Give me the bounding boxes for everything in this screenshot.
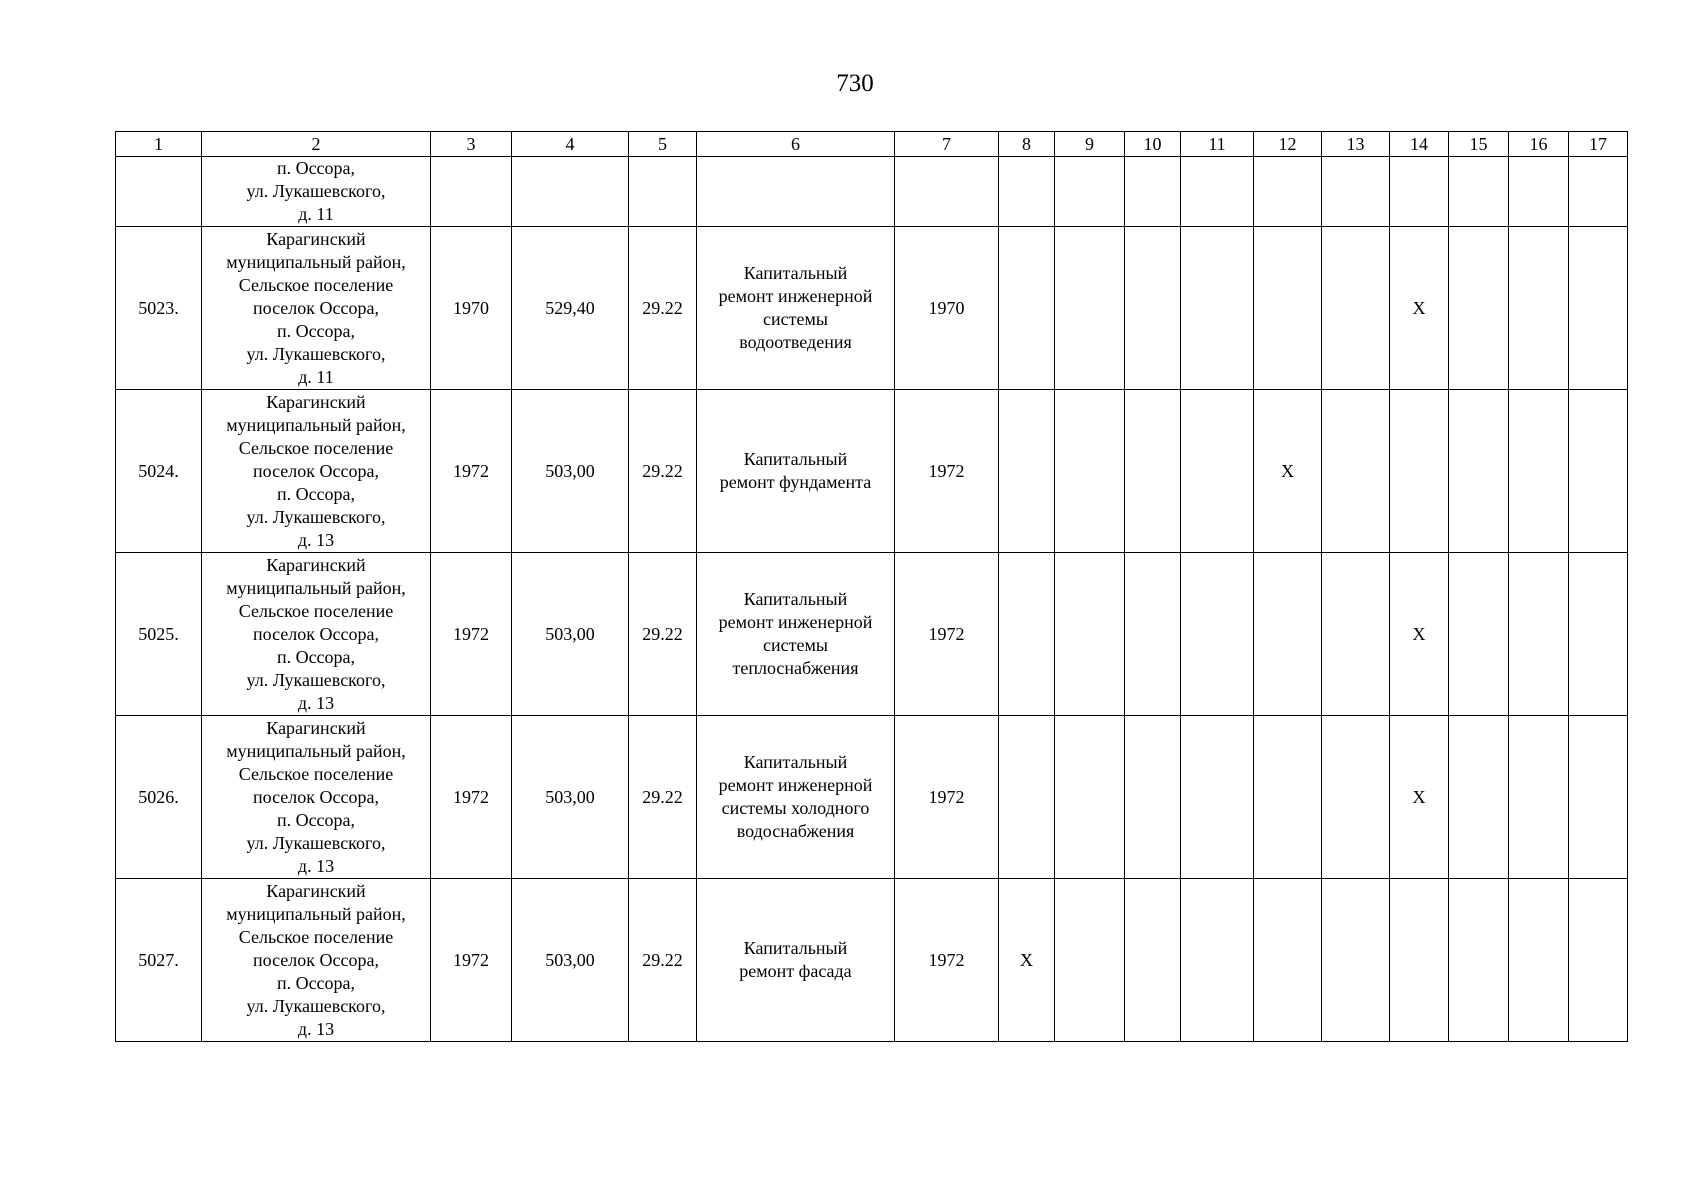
cell-area: 503,00: [512, 716, 629, 879]
cell-col-8: [999, 390, 1055, 553]
column-header-16: 16: [1509, 132, 1569, 157]
table-row: [116, 716, 1628, 879]
cell-col-10: [1125, 879, 1181, 1042]
cell-work-type: Капитальный ремонт фасада: [697, 879, 895, 1042]
cell-col-13: [1322, 879, 1390, 1042]
cell-col-15: [1449, 716, 1509, 879]
cell-year-built: 1972: [431, 879, 512, 1042]
cell-mark: X: [1254, 390, 1322, 553]
cell-col-17: [1569, 157, 1628, 227]
cell-col-11: [1181, 716, 1254, 879]
cell-col-17: [1569, 879, 1628, 1042]
cell-work-type: Капитальный ремонт инженерной системы холодного водоснабжения: [697, 716, 895, 879]
cell-col-11: [1181, 157, 1254, 227]
cell-area: 503,00: [512, 390, 629, 553]
cell-col-8: [999, 157, 1055, 227]
cell-col-13: [1322, 157, 1390, 227]
column-header-14: 14: [1390, 132, 1449, 157]
cell-num: 5024.: [116, 390, 202, 553]
cell-area: 529,40: [512, 227, 629, 390]
cell-col-15: [1449, 390, 1509, 553]
cell-col-9: [1055, 227, 1125, 390]
cell-col-10: [1125, 390, 1181, 553]
column-header-15: 15: [1449, 132, 1509, 157]
column-header-6: 6: [697, 132, 895, 157]
cell-col-13: [1322, 390, 1390, 553]
table-row: [116, 879, 1628, 1042]
cell-col-9: [1055, 716, 1125, 879]
cell-year: 1972: [895, 553, 999, 716]
cell-col-11: [1181, 553, 1254, 716]
cell-year-built: 1970: [431, 227, 512, 390]
cell-col-11: [1181, 879, 1254, 1042]
cell-col-16: [1509, 390, 1569, 553]
cell-year-built: 1972: [431, 553, 512, 716]
cell-col-12: [1254, 157, 1322, 227]
cell-num: 5026.: [116, 716, 202, 879]
cell-col-15: [1449, 157, 1509, 227]
cell-rate: 29.22: [629, 553, 697, 716]
column-header-13: 13: [1322, 132, 1390, 157]
cell-col-10: [1125, 157, 1181, 227]
column-header-11: 11: [1181, 132, 1254, 157]
cell-col-6: [697, 157, 895, 227]
cell-num: [116, 157, 202, 227]
cell-col-9: [1055, 879, 1125, 1042]
cell-address: Карагинский муниципальный район, Сельское поселение поселок Оссора, п. Оссора, ул. Лукашевского, д. 13: [202, 879, 431, 1042]
cell-col-17: [1569, 716, 1628, 879]
cell-col-16: [1509, 879, 1569, 1042]
cell-col-5: [629, 157, 697, 227]
cell-col-3: [431, 157, 512, 227]
cell-col-4: [512, 157, 629, 227]
cell-col-16: [1509, 227, 1569, 390]
cell-year: 1970: [895, 227, 999, 390]
table-row: [116, 553, 1628, 716]
cell-address: Карагинский муниципальный район, Сельское поселение поселок Оссора, п. Оссора, ул. Лукашевского, д. 13: [202, 390, 431, 553]
cell-year-built: 1972: [431, 716, 512, 879]
column-header-3: 3: [431, 132, 512, 157]
column-header-10: 10: [1125, 132, 1181, 157]
column-header-4: 4: [512, 132, 629, 157]
cell-col-17: [1569, 553, 1628, 716]
cell-col-14: [1390, 157, 1449, 227]
cell-col-10: [1125, 553, 1181, 716]
cell-col-9: [1055, 390, 1125, 553]
cell-address: Карагинский муниципальный район, Сельское поселение поселок Оссора, п. Оссора, ул. Лукашевского, д. 13: [202, 716, 431, 879]
cell-col-17: [1569, 390, 1628, 553]
cell-work-type: Капитальный ремонт инженерной системы теплоснабжения: [697, 553, 895, 716]
cell-col-12: [1254, 716, 1322, 879]
column-header-8: 8: [999, 132, 1055, 157]
cell-col-13: [1322, 227, 1390, 390]
cell-col-8: [999, 553, 1055, 716]
cell-address: Карагинский муниципальный район, Сельское поселение поселок Оссора, п. Оссора, ул. Лукашевского, д. 11: [202, 227, 431, 390]
cell-col-9: [1055, 553, 1125, 716]
cell-col-12: [1254, 227, 1322, 390]
column-header-7: 7: [895, 132, 999, 157]
cell-col-7: [895, 157, 999, 227]
cell-col-16: [1509, 157, 1569, 227]
cell-mark: X: [1390, 553, 1449, 716]
cell-num: 5023.: [116, 227, 202, 390]
page-number: 730: [836, 70, 874, 97]
cell-rate: 29.22: [629, 879, 697, 1042]
column-header-2: 2: [202, 132, 431, 157]
cell-col-8: [999, 716, 1055, 879]
cell-year: 1972: [895, 716, 999, 879]
cell-col-14: [1390, 390, 1449, 553]
cell-mark: X: [1390, 227, 1449, 390]
cell-col-11: [1181, 390, 1254, 553]
column-header-9: 9: [1055, 132, 1125, 157]
cell-rate: 29.22: [629, 227, 697, 390]
cell-col-9: [1055, 157, 1125, 227]
cell-col-15: [1449, 553, 1509, 716]
cell-col-13: [1322, 553, 1390, 716]
cell-year: 1972: [895, 879, 999, 1042]
cell-address: п. Оссора, ул. Лукашевского, д. 11: [202, 157, 431, 227]
cell-mark: X: [999, 879, 1055, 1042]
repair-schedule-table: [115, 131, 1628, 1042]
cell-col-14: [1390, 879, 1449, 1042]
cell-address: Карагинский муниципальный район, Сельское поселение поселок Оссора, п. Оссора, ул. Лукашевского, д. 13: [202, 553, 431, 716]
cell-work-type: Капитальный ремонт инженерной системы водоотведения: [697, 227, 895, 390]
table-row: [116, 390, 1628, 553]
cell-work-type: Капитальный ремонт фундамента: [697, 390, 895, 553]
column-header-5: 5: [629, 132, 697, 157]
column-header-17: 17: [1569, 132, 1628, 157]
cell-year: 1972: [895, 390, 999, 553]
cell-col-12: [1254, 553, 1322, 716]
cell-mark: X: [1390, 716, 1449, 879]
cell-col-10: [1125, 716, 1181, 879]
cell-col-13: [1322, 716, 1390, 879]
table-row-continuation: [116, 157, 1628, 227]
cell-col-17: [1569, 227, 1628, 390]
cell-col-16: [1509, 716, 1569, 879]
cell-num: 5025.: [116, 553, 202, 716]
cell-col-8: [999, 227, 1055, 390]
cell-area: 503,00: [512, 879, 629, 1042]
column-number-header: [116, 132, 1628, 157]
cell-col-15: [1449, 879, 1509, 1042]
cell-area: 503,00: [512, 553, 629, 716]
table-body: [116, 157, 1628, 1042]
cell-col-15: [1449, 227, 1509, 390]
column-header-12: 12: [1254, 132, 1322, 157]
table-row: [116, 227, 1628, 390]
cell-col-10: [1125, 227, 1181, 390]
cell-year-built: 1972: [431, 390, 512, 553]
cell-col-12: [1254, 879, 1322, 1042]
column-header-1: 1: [116, 132, 202, 157]
cell-rate: 29.22: [629, 390, 697, 553]
cell-col-11: [1181, 227, 1254, 390]
cell-rate: 29.22: [629, 716, 697, 879]
cell-num: 5027.: [116, 879, 202, 1042]
cell-col-16: [1509, 553, 1569, 716]
